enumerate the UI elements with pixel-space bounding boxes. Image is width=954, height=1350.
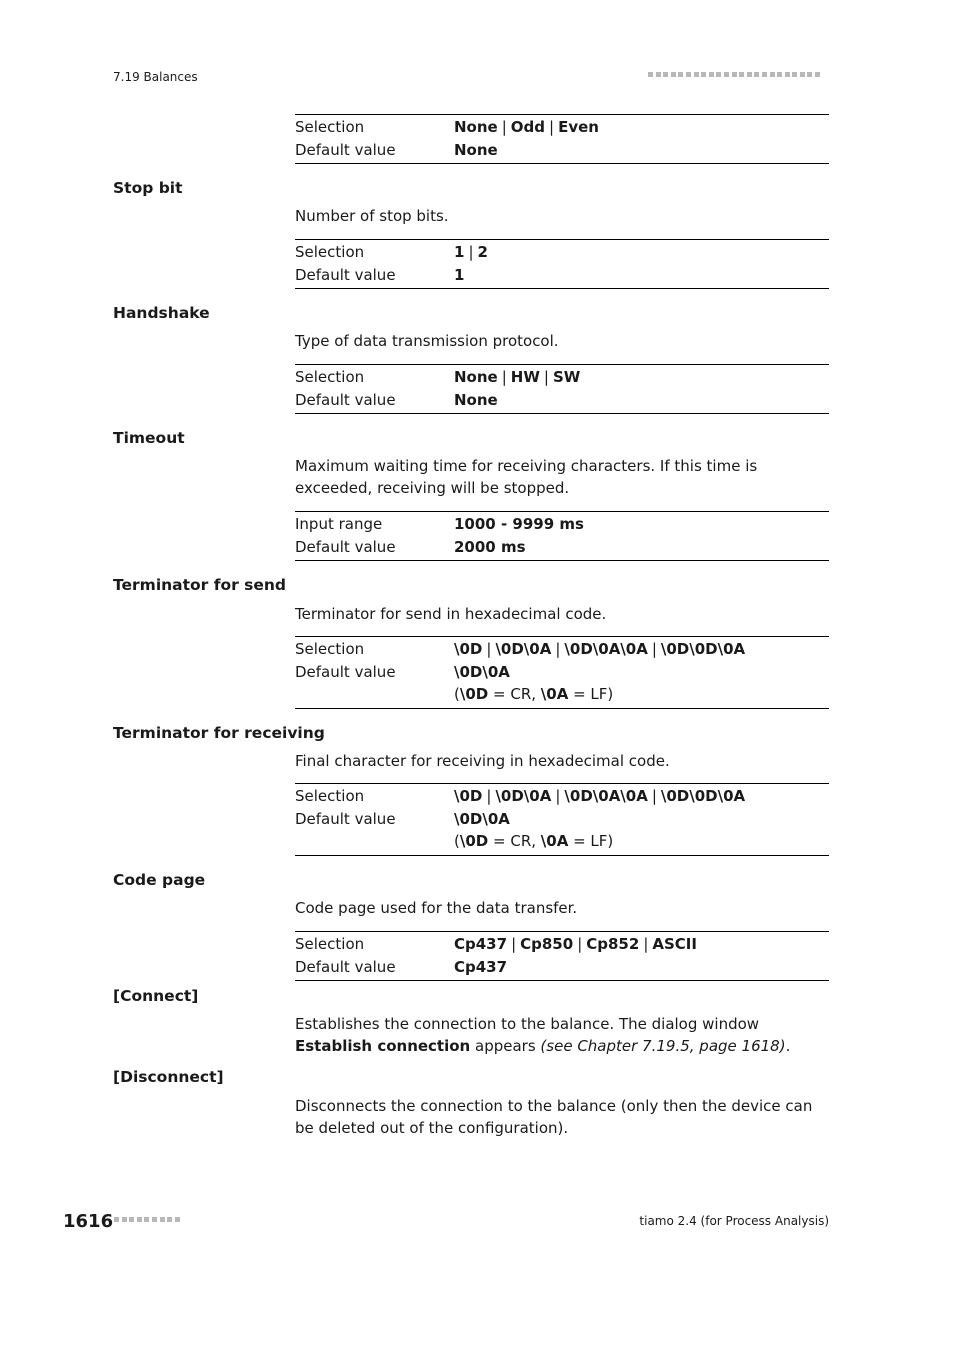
- table-row: [295, 241, 829, 264]
- table-row: [295, 830, 829, 853]
- table-row: [295, 116, 829, 139]
- selection-label: Selection: [295, 243, 365, 261]
- footer-decoration-dots: [114, 1217, 184, 1225]
- selection-values: \0D | \0D\0A | \0D\0A\0A | \0D\0D\0A: [454, 787, 746, 805]
- table-row: [295, 389, 829, 412]
- footer-product-name: tiamo 2.4 (for Process Analysis): [639, 1214, 829, 1228]
- selection-values: \0D | \0D\0A | \0D\0A\0A | \0D\0D\0A: [454, 640, 746, 658]
- page-number: 1616: [63, 1211, 114, 1232]
- chapter-reference[interactable]: (see Chapter 7.19.5, page 1618): [540, 1037, 786, 1055]
- terminator-receive-table: [295, 783, 829, 856]
- terminator-send-description: Terminator for send in hexadecimal code.: [295, 605, 607, 623]
- terminator-send-table: [295, 636, 829, 709]
- table-row: [295, 139, 829, 162]
- table-row: [295, 683, 829, 706]
- timeout-heading: Timeout: [113, 429, 185, 447]
- terminator-receive-description: Final character for receiving in hexadecimal code.: [295, 752, 670, 770]
- handshake-table: [295, 364, 829, 414]
- selection-label: Selection: [295, 787, 365, 805]
- selection-label: Selection: [295, 118, 365, 136]
- stop-bit-table: [295, 239, 829, 289]
- stop-bit-description: Number of stop bits.: [295, 207, 449, 225]
- handshake-heading: Handshake: [113, 304, 210, 322]
- disconnect-description: Disconnects the connection to the balance (only then the device can be deleted out of the configuration).: [295, 1097, 813, 1137]
- default-value: \0D\0A: [454, 662, 510, 681]
- table-row: [295, 536, 829, 559]
- table-row: [295, 785, 829, 808]
- table-row: [295, 956, 829, 979]
- code-page-table: [295, 931, 829, 981]
- table-row: [295, 808, 829, 831]
- table-row: [295, 264, 829, 287]
- terminator-send-heading: Terminator for send: [113, 576, 287, 594]
- default-value: 2000 ms: [454, 537, 526, 556]
- selection-values: 1 | 2: [454, 243, 488, 261]
- code-page-heading: Code page: [113, 871, 206, 889]
- disconnect-heading: [Disconnect]: [113, 1068, 224, 1086]
- terminator-note: (\0D = CR, \0A = LF): [454, 685, 614, 703]
- timeout-table: [295, 511, 829, 561]
- default-label: Default value: [295, 957, 396, 976]
- table-row: [295, 933, 829, 956]
- default-value: \0D\0A: [454, 809, 510, 828]
- default-label: Default value: [295, 265, 396, 284]
- timeout-description: Maximum waiting time for receiving characters. If this time is exceeded, receiving will be stopped.: [295, 457, 758, 497]
- selection-values: Cp437 | Cp850 | Cp852 | ASCII: [454, 935, 697, 953]
- default-label: Default value: [295, 390, 396, 409]
- table-row: [295, 661, 829, 684]
- code-page-description: Code page used for the data transfer.: [295, 899, 578, 917]
- table-row: [295, 366, 829, 389]
- connect-heading: [Connect]: [113, 987, 199, 1005]
- running-header-section: 7.19 Balances: [113, 70, 198, 84]
- default-label: Default value: [295, 537, 396, 556]
- default-label: Default value: [295, 140, 396, 159]
- selection-label: Selection: [295, 935, 365, 953]
- table-row: [295, 638, 829, 661]
- default-label: Default value: [295, 809, 396, 828]
- terminator-note: (\0D = CR, \0A = LF): [454, 832, 614, 850]
- default-value: None: [454, 390, 498, 409]
- input-range-value: 1000 - 9999 ms: [454, 515, 584, 533]
- default-value: Cp437: [454, 957, 508, 976]
- parity-table: [295, 114, 829, 164]
- connect-description: Establishes the connection to the balance. The dialog window Establish connection appears (see Chapter 7.19.5, page 1618).: [295, 1015, 791, 1055]
- stop-bit-heading: Stop bit: [113, 179, 183, 197]
- input-range-label: Input range: [295, 515, 383, 533]
- dialog-name: Establish connection: [295, 1037, 471, 1055]
- default-label: Default value: [295, 662, 396, 681]
- header-decoration-dots: [648, 72, 829, 80]
- default-value: None: [454, 140, 498, 159]
- default-value: 1: [454, 265, 465, 284]
- selection-values: None | Odd | Even: [454, 118, 599, 136]
- table-row: [295, 513, 829, 536]
- handshake-description: Type of data transmission protocol.: [295, 332, 559, 350]
- terminator-receive-heading: Terminator for receiving: [113, 724, 325, 742]
- selection-values: None | HW | SW: [454, 368, 581, 386]
- selection-label: Selection: [295, 640, 365, 658]
- selection-label: Selection: [295, 368, 365, 386]
